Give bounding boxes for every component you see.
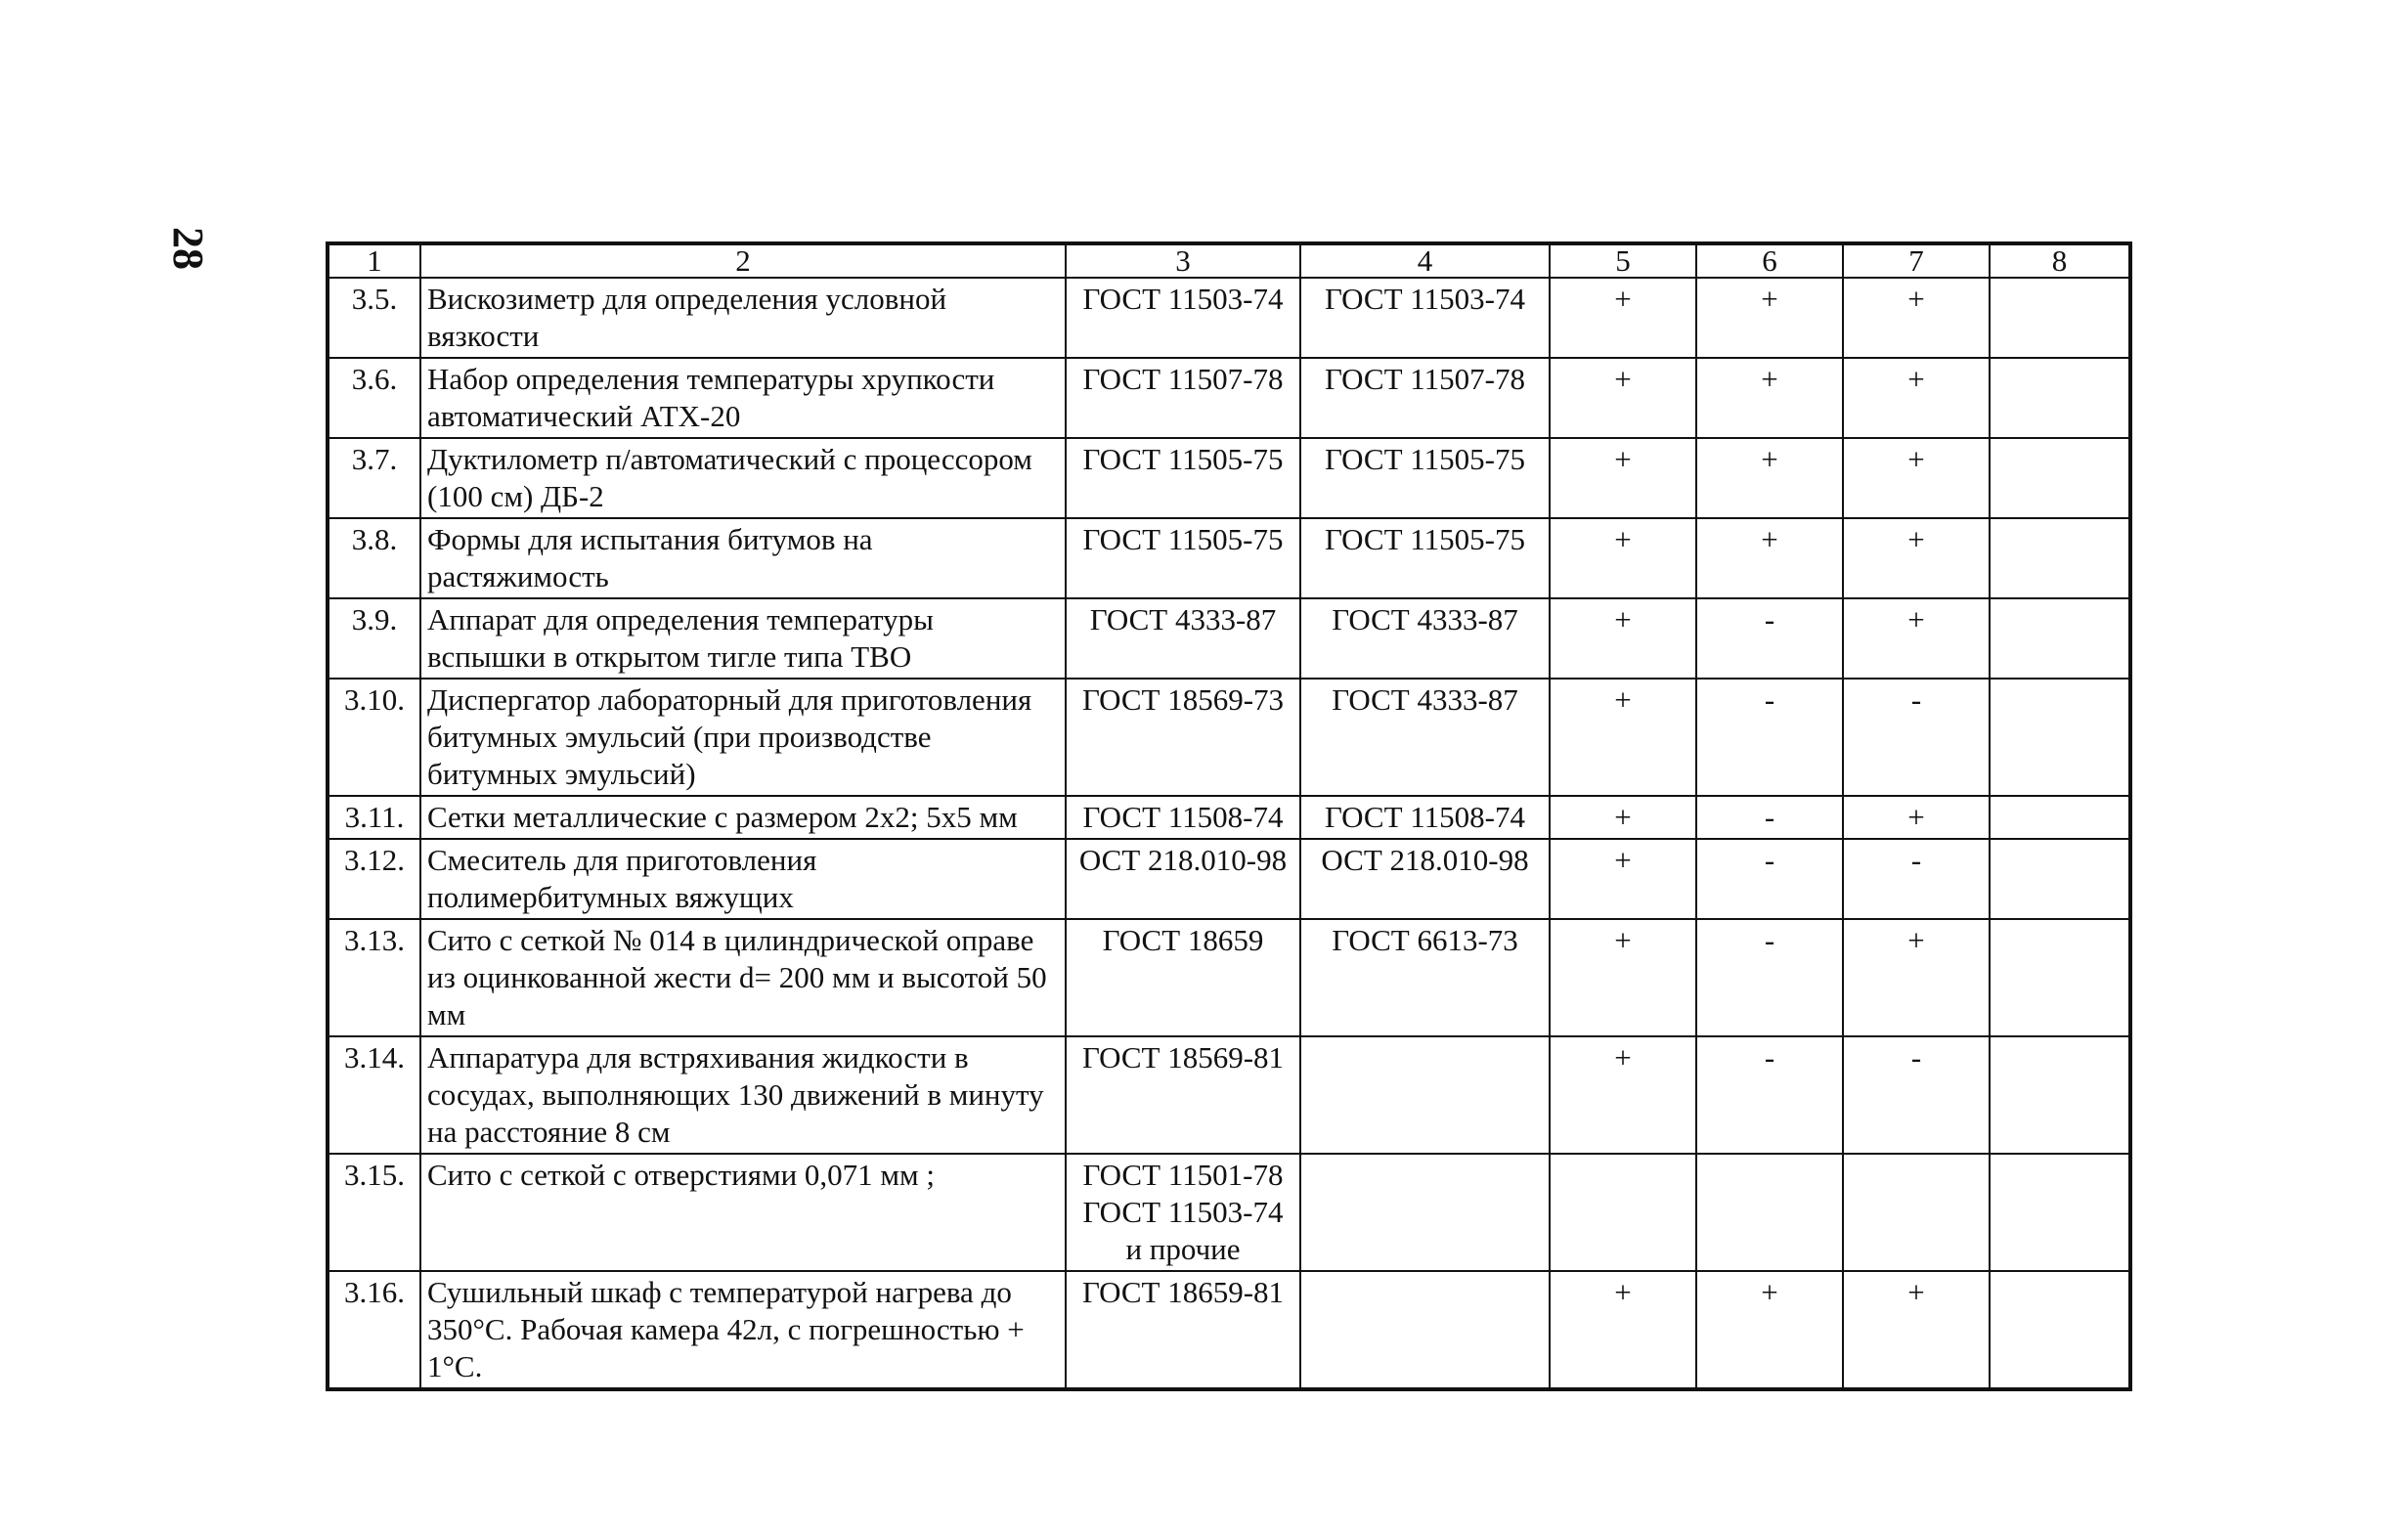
equipment-name-cell: Набор определения температуры хрупкости автоматический АТХ-20 <box>420 358 1066 438</box>
equipment-name-cell: Сушильный шкаф с температурой нагрева до 350°С. Рабочая камера 42л, с погрешностью + 1°С. <box>420 1271 1066 1389</box>
verification-standard-cell <box>1300 1154 1550 1271</box>
mark-cell-col7 <box>1843 1154 1990 1271</box>
mark-cell-col5 <box>1550 1154 1696 1271</box>
mark-cell-col8 <box>1990 919 2130 1036</box>
mark-cell-col7: + <box>1843 919 1990 1036</box>
standard-line: ГОСТ 11503-74 <box>1082 1195 1284 1229</box>
mark-cell-col7: - <box>1843 1036 1990 1154</box>
mark-cell-col6: + <box>1696 438 1843 518</box>
mark-cell-col6: - <box>1696 839 1843 919</box>
standard-line: ГОСТ 11507-78 <box>1082 362 1284 396</box>
equipment-name-cell: Диспергатор лабораторный для приготовления битумных эмульсий (при производстве битумных эмульсий) <box>420 679 1066 796</box>
verification-standard-cell: ГОСТ 11508-74 <box>1300 796 1550 839</box>
equipment-name-cell: Аппаратура для встряхивания жидкости в сосудах, выполняющих 130 движений в минуту на расстояние 8 см <box>420 1036 1066 1154</box>
standard-cell <box>1066 358 1300 438</box>
row-number-cell: 3.16. <box>328 1271 420 1389</box>
mark-cell-col5: + <box>1550 358 1696 438</box>
mark-cell-col5: + <box>1550 679 1696 796</box>
mark-cell-col8 <box>1990 1036 2130 1154</box>
column-header: 1 <box>328 243 420 278</box>
mark-cell-col7: + <box>1843 278 1990 358</box>
mark-cell-col5: + <box>1550 1271 1696 1389</box>
mark-cell-col5: + <box>1550 1036 1696 1154</box>
mark-cell-col6: + <box>1696 1271 1843 1389</box>
mark-cell-col5: + <box>1550 919 1696 1036</box>
mark-cell-col8 <box>1990 358 2130 438</box>
table-row <box>328 1271 2130 1389</box>
table-row <box>328 598 2130 679</box>
column-header: 3 <box>1066 243 1300 278</box>
table-row <box>328 1154 2130 1271</box>
standard-line: ГОСТ 4333-87 <box>1089 602 1277 636</box>
verification-standard-cell: ГОСТ 11503-74 <box>1300 278 1550 358</box>
mark-cell-col6: - <box>1696 919 1843 1036</box>
row-number-cell: 3.12. <box>328 839 420 919</box>
mark-cell-col5: + <box>1550 278 1696 358</box>
equipment-name-cell: Сетки металлические с размером 2х2; 5х5 мм <box>420 796 1066 839</box>
equipment-name-cell: Сито с сеткой с отверстиями 0,071 мм ; <box>420 1154 1066 1271</box>
equipment-name-cell: Формы для испытания битумов на растяжимость <box>420 518 1066 598</box>
mark-cell-col7: + <box>1843 796 1990 839</box>
mark-cell-col5: + <box>1550 518 1696 598</box>
header-row <box>328 243 2130 278</box>
mark-cell-col8 <box>1990 796 2130 839</box>
standard-cell <box>1066 919 1300 1036</box>
equipment-name-cell: Аппарат для определения температуры вспышки в открытом тигле типа ТВО <box>420 598 1066 679</box>
row-number-cell: 3.8. <box>328 518 420 598</box>
standard-line: ГОСТ 18569-81 <box>1081 1040 1285 1074</box>
verification-standard-cell: ОСТ 218.010-98 <box>1300 839 1550 919</box>
mark-cell-col8 <box>1990 438 2130 518</box>
standard-cell <box>1066 679 1300 796</box>
column-header: 4 <box>1300 243 1550 278</box>
mark-cell-col7: + <box>1843 518 1990 598</box>
column-header: 7 <box>1843 243 1990 278</box>
standard-cell <box>1066 796 1300 839</box>
column-header: 2 <box>420 243 1066 278</box>
mark-cell-col6: + <box>1696 358 1843 438</box>
mark-cell-col7: + <box>1843 1271 1990 1389</box>
verification-standard-cell: ГОСТ 6613-73 <box>1300 919 1550 1036</box>
standard-cell <box>1066 1036 1300 1154</box>
verification-standard-cell: ГОСТ 11507-78 <box>1300 358 1550 438</box>
standard-line: ГОСТ 11508-74 <box>1082 800 1284 834</box>
row-number-cell: 3.5. <box>328 278 420 358</box>
row-number-cell: 3.9. <box>328 598 420 679</box>
mark-cell-col7: + <box>1843 598 1990 679</box>
table-row <box>328 518 2130 598</box>
standard-line: ГОСТ 11505-75 <box>1082 442 1284 476</box>
page-number: 28 <box>164 227 212 270</box>
row-number-cell: 3.13. <box>328 919 420 1036</box>
mark-cell-col6: + <box>1696 278 1843 358</box>
mark-cell-col6: - <box>1696 1036 1843 1154</box>
equipment-name-cell: Сито с сеткой № 014 в цилиндрической оправе из оцинкованной жести d= 200 мм и высотой 50 мм <box>420 919 1066 1036</box>
standard-cell <box>1066 278 1300 358</box>
mark-cell-col6: - <box>1696 598 1843 679</box>
standard-cell <box>1066 1271 1300 1389</box>
column-header: 8 <box>1990 243 2130 278</box>
mark-cell-col6 <box>1696 1154 1843 1271</box>
standard-cell <box>1066 839 1300 919</box>
standard-line: ГОСТ 18659-81 <box>1081 1275 1285 1309</box>
equipment-name-cell: Вискозиметр для определения условной вязкости <box>420 278 1066 358</box>
mark-cell-col7: + <box>1843 358 1990 438</box>
mark-cell-col7: - <box>1843 839 1990 919</box>
table-row <box>328 839 2130 919</box>
standard-cell <box>1066 438 1300 518</box>
standard-line: ГОСТ 18569-73 <box>1081 682 1285 717</box>
column-header: 6 <box>1696 243 1843 278</box>
standard-cell <box>1066 1154 1300 1271</box>
mark-cell-col8 <box>1990 839 2130 919</box>
standard-line: ОСТ 218.010-98 <box>1078 843 1288 877</box>
mark-cell-col8 <box>1990 1271 2130 1389</box>
mark-cell-col8 <box>1990 278 2130 358</box>
column-header: 5 <box>1550 243 1696 278</box>
table-row <box>328 278 2130 358</box>
mark-cell-col8 <box>1990 518 2130 598</box>
mark-cell-col8 <box>1990 1154 2130 1271</box>
standard-line: ГОСТ 11505-75 <box>1082 522 1284 556</box>
equipment-name-cell: Смеситель для приготовления полимербитумных вяжущих <box>420 839 1066 919</box>
table-row <box>328 679 2130 796</box>
mark-cell-col5: + <box>1550 438 1696 518</box>
verification-standard-cell <box>1300 1271 1550 1389</box>
standard-cell <box>1066 518 1300 598</box>
mark-cell-col6: - <box>1696 679 1843 796</box>
table-row <box>328 796 2130 839</box>
table-body <box>328 278 2130 1389</box>
mark-cell-col8 <box>1990 598 2130 679</box>
table-row <box>328 438 2130 518</box>
standard-cell <box>1066 598 1300 679</box>
standard-line: ГОСТ 11503-74 <box>1082 282 1284 316</box>
mark-cell-col6: - <box>1696 796 1843 839</box>
table-row <box>328 358 2130 438</box>
standard-line: ГОСТ 11501-78 <box>1082 1158 1284 1192</box>
standard-line: ГОСТ 18659 <box>1102 923 1264 957</box>
mark-cell-col6: + <box>1696 518 1843 598</box>
verification-standard-cell: ГОСТ 11505-75 <box>1300 518 1550 598</box>
verification-standard-cell: ГОСТ 4333-87 <box>1300 598 1550 679</box>
row-number-cell: 3.15. <box>328 1154 420 1271</box>
table-row <box>328 919 2130 1036</box>
equipment-table <box>326 241 2132 1391</box>
row-number-cell: 3.6. <box>328 358 420 438</box>
mark-cell-col5: + <box>1550 839 1696 919</box>
verification-standard-cell: ГОСТ 11505-75 <box>1300 438 1550 518</box>
verification-standard-cell: ГОСТ 4333-87 <box>1300 679 1550 796</box>
mark-cell-col8 <box>1990 679 2130 796</box>
mark-cell-col7: - <box>1843 679 1990 796</box>
table-row <box>328 1036 2130 1154</box>
row-number-cell: 3.11. <box>328 796 420 839</box>
standard-line: и прочие <box>1125 1232 1241 1266</box>
mark-cell-col5: + <box>1550 796 1696 839</box>
row-number-cell: 3.14. <box>328 1036 420 1154</box>
row-number-cell: 3.10. <box>328 679 420 796</box>
equipment-name-cell: Дуктилометр п/автоматический с процессором (100 см) ДБ-2 <box>420 438 1066 518</box>
row-number-cell: 3.7. <box>328 438 420 518</box>
verification-standard-cell <box>1300 1036 1550 1154</box>
mark-cell-col7: + <box>1843 438 1990 518</box>
mark-cell-col5: + <box>1550 598 1696 679</box>
